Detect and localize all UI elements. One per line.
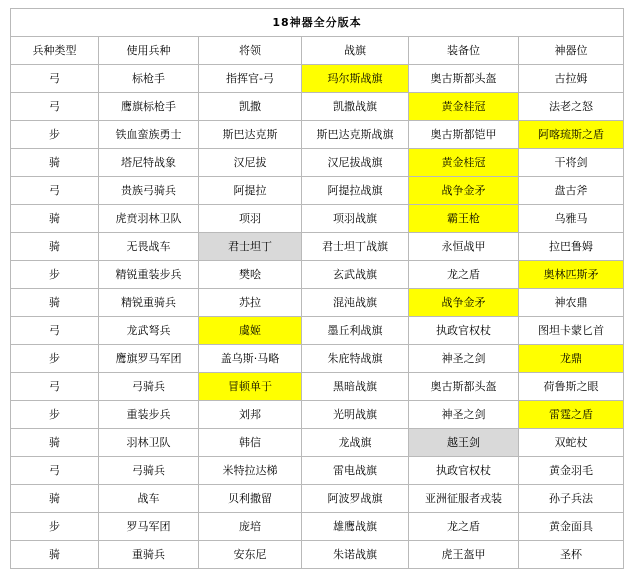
table-cell: 黄金面具 bbox=[519, 513, 624, 541]
table-row bbox=[11, 205, 624, 233]
table-cell: 骑 bbox=[11, 485, 99, 513]
table-cell: 弓 bbox=[11, 373, 99, 401]
table-cell: 阿提拉战旗 bbox=[302, 177, 409, 205]
table-cell: 弓 bbox=[11, 177, 99, 205]
table-cell: 步 bbox=[11, 121, 99, 149]
table-cell: 混沌战旗 bbox=[302, 289, 409, 317]
table-cell: 战争金矛 bbox=[409, 177, 519, 205]
table-cell: 龙战旗 bbox=[302, 429, 409, 457]
table-cell: 光明战旗 bbox=[302, 401, 409, 429]
table-row bbox=[11, 149, 624, 177]
table-cell: 黑暗战旗 bbox=[302, 373, 409, 401]
table-cell: 凯撒 bbox=[199, 93, 302, 121]
table-cell: 黄金羽毛 bbox=[519, 457, 624, 485]
table-cell: 图坦卡蒙匕首 bbox=[519, 317, 624, 345]
table-row bbox=[11, 429, 624, 457]
table-row bbox=[11, 513, 624, 541]
table-cell: 铁血蛮族勇士 bbox=[99, 121, 199, 149]
table-cell: 重装步兵 bbox=[99, 401, 199, 429]
table-cell: 米特拉达梯 bbox=[199, 457, 302, 485]
table-cell: 龙之盾 bbox=[409, 513, 519, 541]
table-cell: 战车 bbox=[99, 485, 199, 513]
table-cell: 项羽 bbox=[199, 205, 302, 233]
column-header: 装备位 bbox=[409, 37, 519, 65]
table-cell: 霸王枪 bbox=[409, 205, 519, 233]
table-cell: 奥林匹斯矛 bbox=[519, 261, 624, 289]
table-cell: 执政官权杖 bbox=[409, 317, 519, 345]
table-cell: 苏拉 bbox=[199, 289, 302, 317]
table-cell: 弓 bbox=[11, 93, 99, 121]
table-cell: 指挥官-弓 bbox=[199, 65, 302, 93]
table-cell: 玄武战旗 bbox=[302, 261, 409, 289]
table-cell: 步 bbox=[11, 345, 99, 373]
table-cell: 庞培 bbox=[199, 513, 302, 541]
table-row bbox=[11, 485, 624, 513]
column-header: 使用兵种 bbox=[99, 37, 199, 65]
table-cell: 骑 bbox=[11, 149, 99, 177]
table-cell: 步 bbox=[11, 401, 99, 429]
table-cell: 墨丘利战旗 bbox=[302, 317, 409, 345]
table-cell: 黄金桂冠 bbox=[409, 149, 519, 177]
column-header: 神器位 bbox=[519, 37, 624, 65]
table-cell: 弓 bbox=[11, 65, 99, 93]
table-cell: 弓骑兵 bbox=[99, 373, 199, 401]
table-body bbox=[11, 9, 624, 569]
table-cell: 骑 bbox=[11, 289, 99, 317]
table-cell: 精锐重装步兵 bbox=[99, 261, 199, 289]
table-cell: 圣杯 bbox=[519, 541, 624, 569]
table-row bbox=[11, 289, 624, 317]
column-header: 将领 bbox=[199, 37, 302, 65]
table-row bbox=[11, 65, 624, 93]
table-cell: 干将剑 bbox=[519, 149, 624, 177]
column-header: 战旗 bbox=[302, 37, 409, 65]
table-row bbox=[11, 317, 624, 345]
table-cell: 阿提拉 bbox=[199, 177, 302, 205]
table-cell: 凯撒战旗 bbox=[302, 93, 409, 121]
table-cell: 龙之盾 bbox=[409, 261, 519, 289]
table-cell: 安东尼 bbox=[199, 541, 302, 569]
table-cell: 汉尼拔战旗 bbox=[302, 149, 409, 177]
table-cell: 塔尼特战象 bbox=[99, 149, 199, 177]
table-row bbox=[11, 93, 624, 121]
table-cell: 神圣之剑 bbox=[409, 401, 519, 429]
table-cell: 项羽战旗 bbox=[302, 205, 409, 233]
table-cell: 韩信 bbox=[199, 429, 302, 457]
table-cell: 无畏战车 bbox=[99, 233, 199, 261]
table-cell: 奥古斯都铠甲 bbox=[409, 121, 519, 149]
table-cell: 朱诺战旗 bbox=[302, 541, 409, 569]
table-cell: 骑 bbox=[11, 205, 99, 233]
table-cell: 奥古斯都头盔 bbox=[409, 65, 519, 93]
table-cell: 阿喀琉斯之盾 bbox=[519, 121, 624, 149]
table-cell: 神农鼎 bbox=[519, 289, 624, 317]
table-cell: 精锐重骑兵 bbox=[99, 289, 199, 317]
table-cell: 乌雅马 bbox=[519, 205, 624, 233]
table-cell: 雷霆之盾 bbox=[519, 401, 624, 429]
table-row bbox=[11, 121, 624, 149]
table-cell: 雷电战旗 bbox=[302, 457, 409, 485]
table-cell: 盘古斧 bbox=[519, 177, 624, 205]
table-cell: 君士坦丁战旗 bbox=[302, 233, 409, 261]
table-cell: 君士坦丁 bbox=[199, 233, 302, 261]
table-cell: 越王剑 bbox=[409, 429, 519, 457]
table-cell: 羽林卫队 bbox=[99, 429, 199, 457]
table-row bbox=[11, 177, 624, 205]
table-cell: 斯巴达克斯 bbox=[199, 121, 302, 149]
table-cell: 拉巴鲁姆 bbox=[519, 233, 624, 261]
table-cell: 虎贲羽林卫队 bbox=[99, 205, 199, 233]
table-cell: 龙鼎 bbox=[519, 345, 624, 373]
table-cell: 阿波罗战旗 bbox=[302, 485, 409, 513]
table-cell: 弓 bbox=[11, 457, 99, 485]
table-cell: 骑 bbox=[11, 541, 99, 569]
table-cell: 荷鲁斯之眼 bbox=[519, 373, 624, 401]
table-row bbox=[11, 345, 624, 373]
table-cell: 刘邦 bbox=[199, 401, 302, 429]
table-cell: 贵族弓骑兵 bbox=[99, 177, 199, 205]
table-cell: 骑 bbox=[11, 429, 99, 457]
table-row bbox=[11, 373, 624, 401]
table-cell: 神圣之剑 bbox=[409, 345, 519, 373]
table-row bbox=[11, 401, 624, 429]
table-cell: 永恒战甲 bbox=[409, 233, 519, 261]
page-title: 18神器全分版本 bbox=[11, 9, 624, 37]
table-cell: 冒顿单于 bbox=[199, 373, 302, 401]
table-cell: 虞姬 bbox=[199, 317, 302, 345]
table-cell: 重骑兵 bbox=[99, 541, 199, 569]
table-cell: 斯巴达克斯战旗 bbox=[302, 121, 409, 149]
column-header: 兵种类型 bbox=[11, 37, 99, 65]
table-cell: 亚洲征服者戎装 bbox=[409, 485, 519, 513]
table-cell: 古拉姆 bbox=[519, 65, 624, 93]
table-cell: 鹰旗罗马军团 bbox=[99, 345, 199, 373]
table-cell: 虎王盔甲 bbox=[409, 541, 519, 569]
table-row bbox=[11, 541, 624, 569]
table-cell: 朱庇特战旗 bbox=[302, 345, 409, 373]
table-cell: 孙子兵法 bbox=[519, 485, 624, 513]
table-cell: 双蛇杖 bbox=[519, 429, 624, 457]
table-cell: 奥古斯都头盔 bbox=[409, 373, 519, 401]
artifact-build-table bbox=[10, 8, 624, 569]
table-header-row bbox=[11, 37, 624, 65]
table-cell: 弓 bbox=[11, 317, 99, 345]
table-cell: 步 bbox=[11, 261, 99, 289]
table-cell: 骑 bbox=[11, 233, 99, 261]
table-cell: 玛尔斯战旗 bbox=[302, 65, 409, 93]
table-cell: 雄鹰战旗 bbox=[302, 513, 409, 541]
table-cell: 弓骑兵 bbox=[99, 457, 199, 485]
table-cell: 罗马军团 bbox=[99, 513, 199, 541]
table-cell: 步 bbox=[11, 513, 99, 541]
table-cell: 执政官权杖 bbox=[409, 457, 519, 485]
table-cell: 贝利撒留 bbox=[199, 485, 302, 513]
table-cell: 樊哙 bbox=[199, 261, 302, 289]
table-title-row bbox=[11, 9, 624, 37]
table-cell: 标枪手 bbox=[99, 65, 199, 93]
table-row bbox=[11, 233, 624, 261]
table-row bbox=[11, 261, 624, 289]
table-cell: 龙武弩兵 bbox=[99, 317, 199, 345]
table-cell: 黄金桂冠 bbox=[409, 93, 519, 121]
table-cell: 汉尼拔 bbox=[199, 149, 302, 177]
table-cell: 盖乌斯·马略 bbox=[199, 345, 302, 373]
table-cell: 鹰旗标枪手 bbox=[99, 93, 199, 121]
table-cell: 战争金矛 bbox=[409, 289, 519, 317]
table-cell: 法老之怒 bbox=[519, 93, 624, 121]
table-row bbox=[11, 457, 624, 485]
